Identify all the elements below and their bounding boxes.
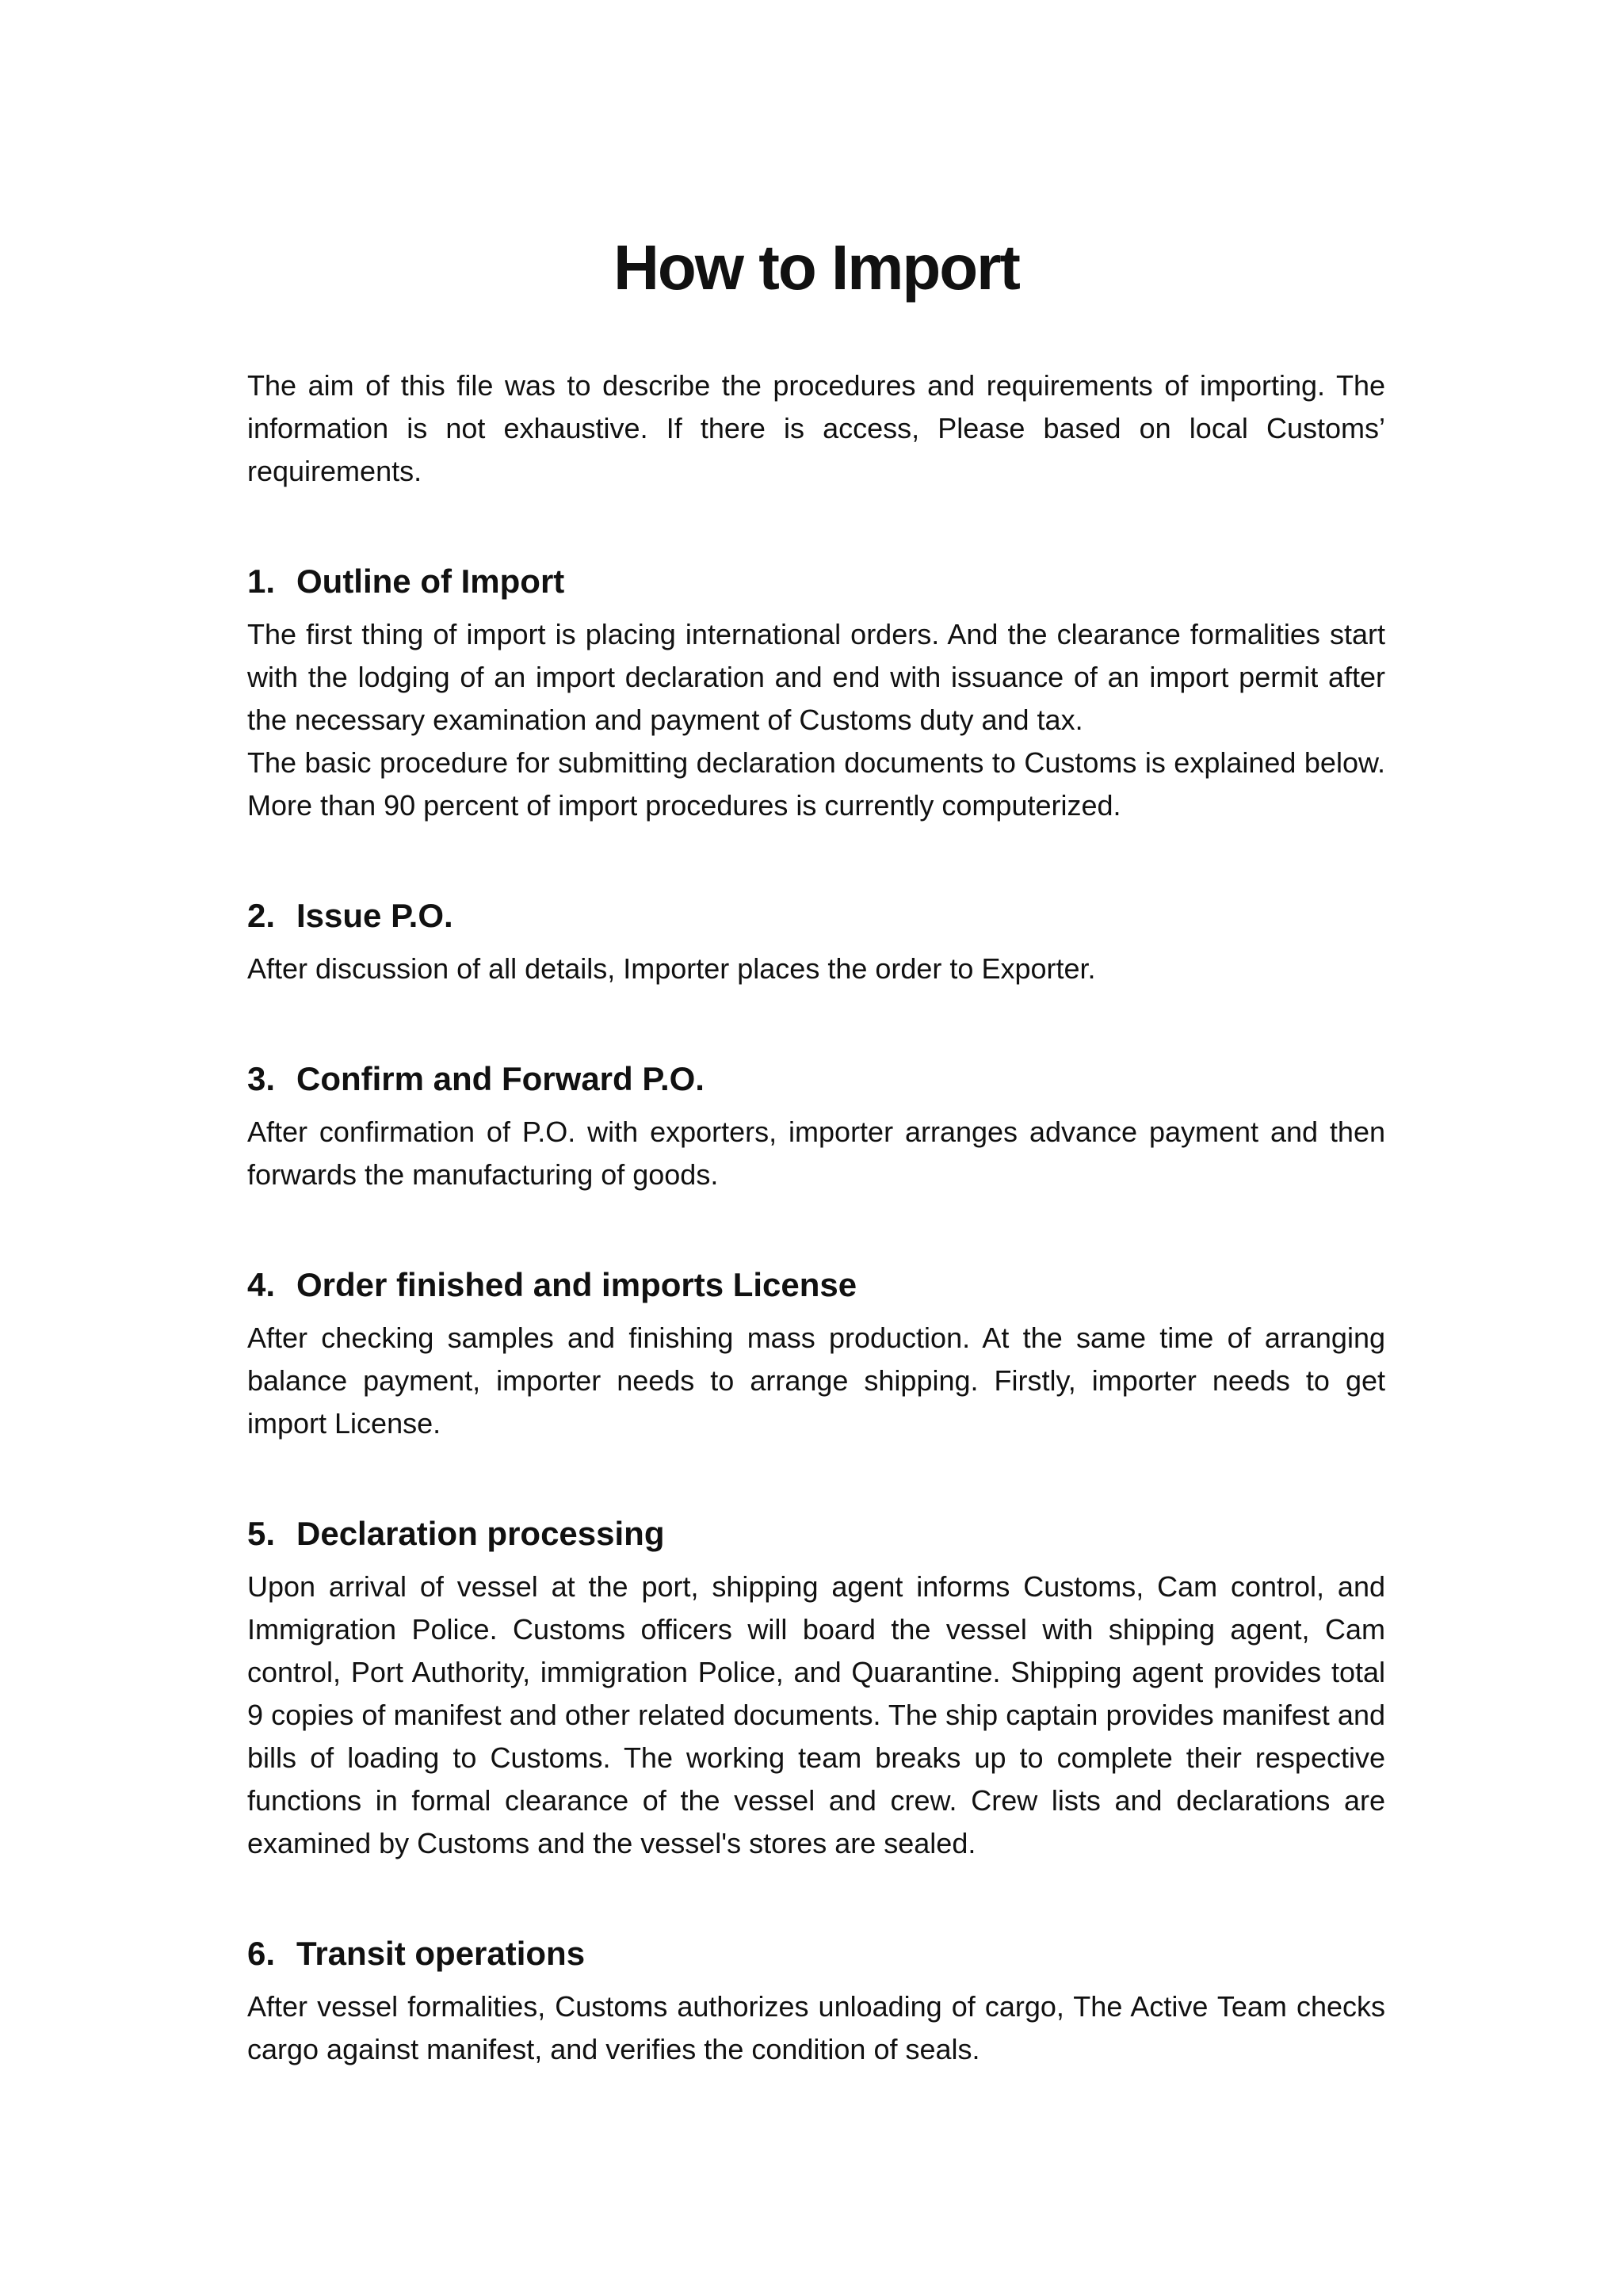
section-heading [247, 1502, 1385, 1566]
section-heading [247, 884, 1385, 948]
section-heading [247, 1922, 1385, 1985]
document-page [247, 212, 1385, 2071]
section-number: 2. [247, 897, 276, 934]
section-order-finished-license [247, 1253, 1385, 1445]
section-number: 3. [247, 1060, 276, 1097]
section-paragraph: After discussion of all details, Importer places the order to Exporter. [247, 952, 1096, 985]
section-paragraph: After vessel formalities, Customs authorizes unloading of cargo, The Active Team checks cargo against manifest, and verifies the condition of seals. [247, 1990, 1385, 2065]
section-number: 5. [247, 1515, 276, 1552]
section-title: Confirm and Forward P.O. [296, 1060, 705, 1097]
intro-paragraph: The aim of this file was to describe the procedures and requirements of importing. The information is not exhaustive. If there is access, Please based on local Customs’ requirements. [247, 369, 1385, 487]
section-title: Declaration processing [296, 1515, 665, 1552]
section-transit-operations [247, 1922, 1385, 2071]
section-declaration-processing [247, 1502, 1385, 1865]
section-heading [247, 1047, 1385, 1111]
section-outline-of-import [247, 550, 1385, 827]
section-number: 1. [247, 563, 276, 600]
section-title: Outline of Import [296, 563, 565, 600]
section-paragraph: The first thing of import is placing international orders. And the clearance formalities start with the lodging of an import declaration and end with issuance of an import permit after the necessary examination and payment of Customs duty and tax. [247, 618, 1385, 736]
section-paragraph: After checking samples and finishing mass production. At the same time of arranging balance payment, importer needs to arrange shipping. Firstly, importer needs to get import License. [247, 1322, 1385, 1440]
section-paragraph: Upon arrival of vessel at the port, shipping agent informs Customs, Cam control, and Immigration Police. Customs officers will board the vessel with shipping agent, Cam control, Port Authority, immigration Police, and Quarantine. Shipping agent provides total 9 copies of manifest and other related documents. The ship captain provides manifest and bills of loading to Customs. The working team breaks up to complete their respective functions in formal clearance of the vessel and crew. Crew lists and declarations are examined by Customs and the vessel's stores are sealed. [247, 1570, 1385, 1859]
section-paragraph: After confirmation of P.O. with exporters, importer arranges advance payment and then forwards the manufacturing of goods. [247, 1116, 1385, 1191]
section-title: Transit operations [296, 1935, 586, 1972]
section-confirm-forward-po [247, 1047, 1385, 1196]
section-heading [247, 550, 1385, 613]
section-number: 4. [247, 1266, 276, 1303]
section-title: Issue P.O. [296, 897, 453, 934]
section-paragraph: The basic procedure for submitting declaration documents to Customs is explained below. More than 90 percent of import procedures is currently computerized. [247, 746, 1385, 822]
section-heading [247, 1253, 1385, 1317]
section-issue-po [247, 884, 1385, 990]
section-number: 6. [247, 1935, 276, 1972]
section-title: Order finished and imports License [296, 1266, 857, 1303]
page-title: How to Import [613, 232, 1019, 303]
